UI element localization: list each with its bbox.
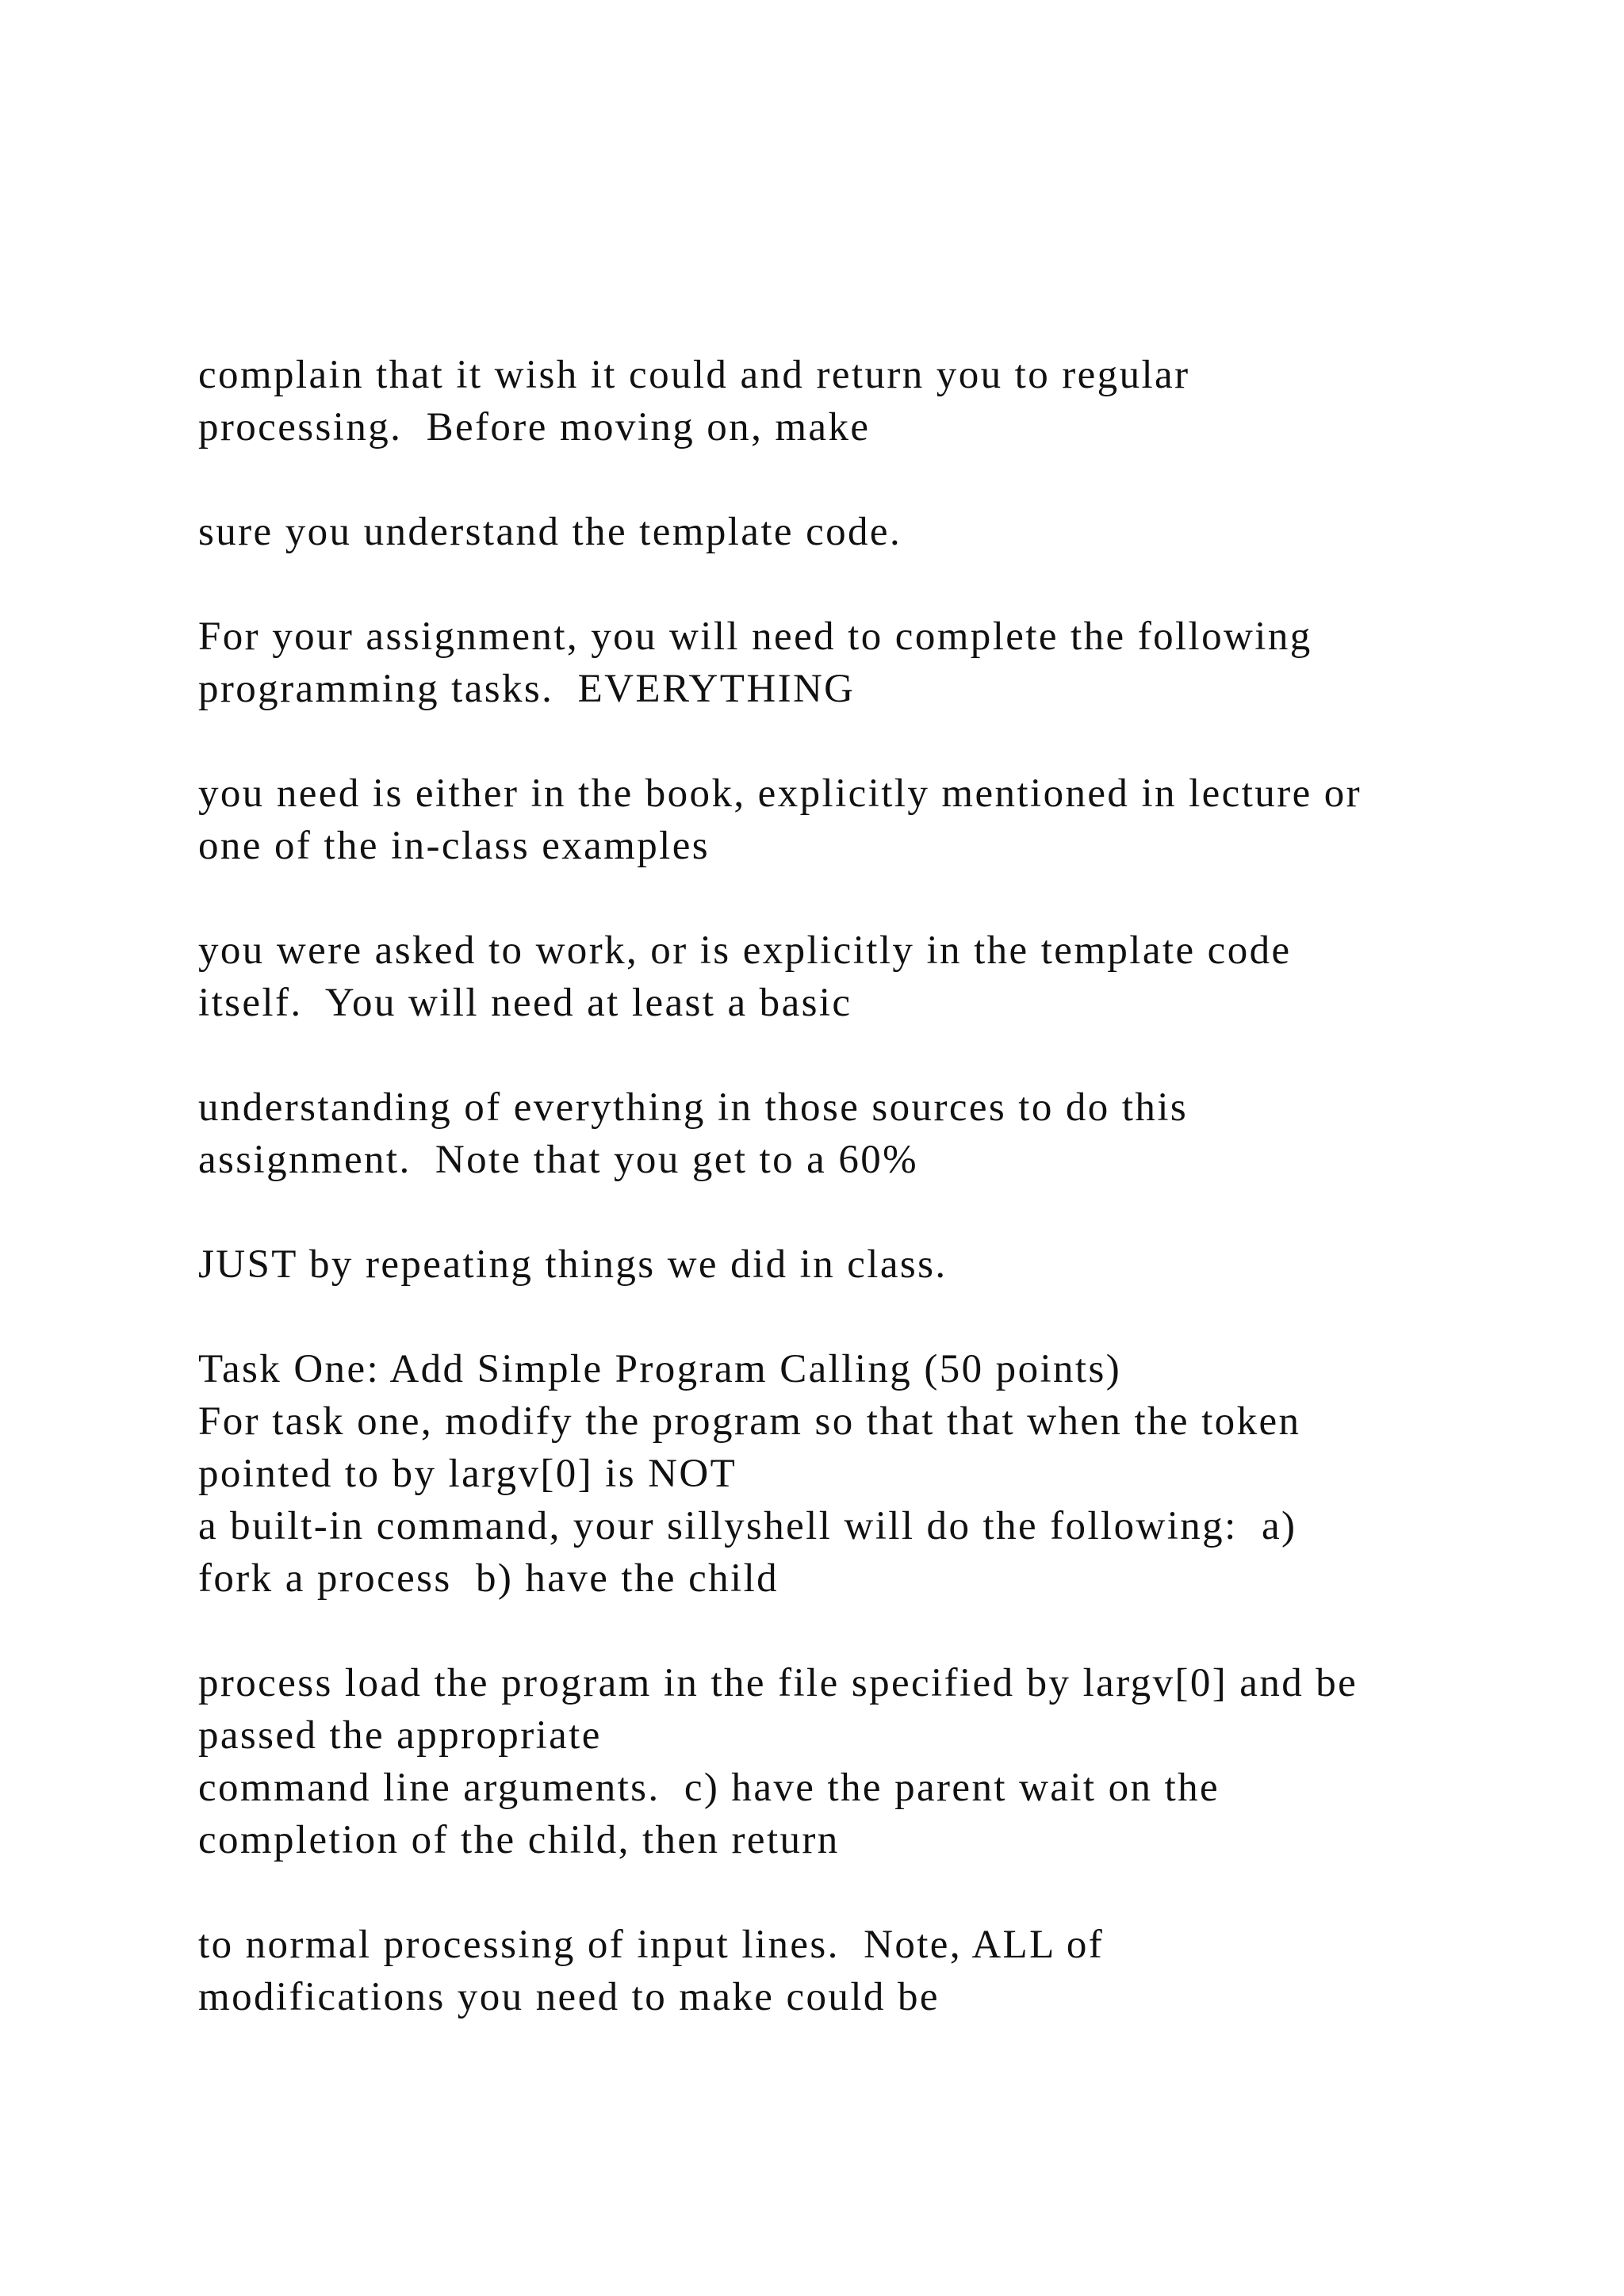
text-line: complain that it wish it could and return you to regular [198,353,1190,397]
text-line: a built-in command, your sillyshell will do the following: a) [198,1504,1297,1548]
paragraph-8-task-one [198,1343,1499,1605]
text-line: itself. You will need at least a basic [198,981,852,1025]
text-line: you were asked to work, or is explicitly in the template code [198,928,1292,973]
paragraph-4 [198,767,1499,872]
text-line: process load the program in the file specified by largv[0] and be [198,1661,1358,1705]
paragraph-9 [198,1657,1499,1866]
text-line: command line arguments. c) have the parent wait on the [198,1766,1220,1810]
paragraph-2 [198,506,1499,558]
text-line: completion of the child, then return [198,1818,840,1862]
text-line: programming tasks. EVERYTHING [198,667,856,711]
text-line: For your assignment, you will need to complete the following [198,614,1312,659]
paragraph-7 [198,1238,1499,1291]
text-line: one of the in-class examples [198,824,710,868]
paragraph-3 [198,610,1499,715]
text-line: modifications you need to make could be [198,1975,940,2019]
paragraph-6 [198,1081,1499,1186]
text-line: JUST by repeating things we did in class. [198,1242,948,1287]
text-line: to normal processing of input lines. Note, ALL of [198,1923,1105,1967]
text-line: fork a process b) have the child [198,1556,779,1601]
task-heading: Task One: Add Simple Program Calling (50 points) [198,1347,1122,1391]
text-line: understanding of everything in those sources to do this [198,1085,1189,1130]
text-line: passed the appropriate [198,1713,602,1758]
text-line: assignment. Note that you get to a 60% [198,1138,919,1182]
document-body [198,349,1499,2023]
paragraph-5 [198,924,1499,1029]
text-line: you need is either in the book, explicitly mentioned in lecture or [198,771,1362,816]
text-line: For task one, modify the program so that that when the token [198,1399,1301,1444]
text-line: sure you understand the template code. [198,510,902,554]
paragraph-1 [198,349,1499,453]
text-line: processing. Before moving on, make [198,405,871,450]
text-line: pointed to by largv[0] is NOT [198,1452,737,1496]
paragraph-10 [198,1919,1499,2023]
